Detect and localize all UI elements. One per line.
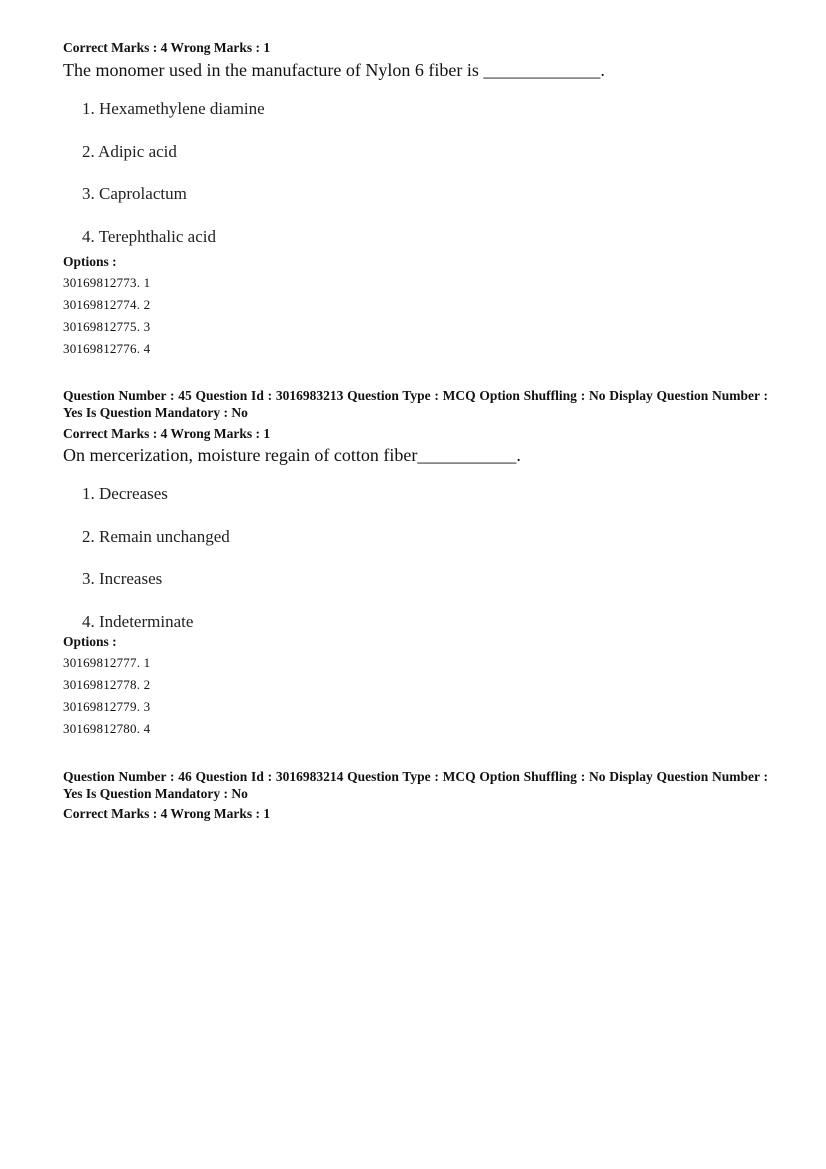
q45-choice-4: 4. Indeterminate	[82, 612, 194, 631]
q45-choice-3: 3. Increases	[82, 569, 163, 588]
q45-option-id-3: 30169812779. 3	[63, 699, 151, 714]
q45-marks: Correct Marks : 4 Wrong Marks : 1	[63, 426, 271, 441]
q44-choice-1: 1. Hexamethylene diamine	[82, 99, 265, 118]
q45-choice-1: 1. Decreases	[82, 484, 168, 503]
q45-options-label: Options :	[63, 634, 117, 649]
q45-option-id-2: 30169812778. 2	[63, 677, 151, 692]
q44-option-id-3: 30169812775. 3	[63, 319, 151, 334]
q46-header: Question Number : 46 Question Id : 3016983214 Question Type : MCQ Option Shuffling : No Display Question Number : Yes Is Question Mandatory : No	[63, 769, 768, 801]
q44-choice-4: 4. Terephthalic acid	[82, 227, 216, 246]
q45-option-id-4: 30169812780. 4	[63, 721, 151, 736]
q44-option-id-4: 30169812776. 4	[63, 341, 151, 356]
q44-option-id-2: 30169812774. 2	[63, 297, 151, 312]
q44-choice-2: 2. Adipic acid	[82, 142, 177, 161]
q44-marks: Correct Marks : 4 Wrong Marks : 1	[63, 40, 271, 55]
q44-stem: The monomer used in the manufacture of Nylon 6 fiber is _____________.	[63, 60, 605, 80]
q45-header: Question Number : 45 Question Id : 3016983213 Question Type : MCQ Option Shuffling : No Display Question Number : Yes Is Question Mandatory : No	[63, 388, 768, 420]
q44-options-label: Options :	[63, 254, 117, 269]
q45-option-id-1: 30169812777. 1	[63, 655, 151, 670]
q44-option-id-1: 30169812773. 1	[63, 275, 151, 290]
q45-choice-2: 2. Remain unchanged	[82, 527, 230, 546]
q46-marks: Correct Marks : 4 Wrong Marks : 1	[63, 806, 271, 821]
q44-choice-3: 3. Caprolactum	[82, 184, 187, 203]
q45-stem: On mercerization, moisture regain of cotton fiber___________.	[63, 445, 521, 465]
